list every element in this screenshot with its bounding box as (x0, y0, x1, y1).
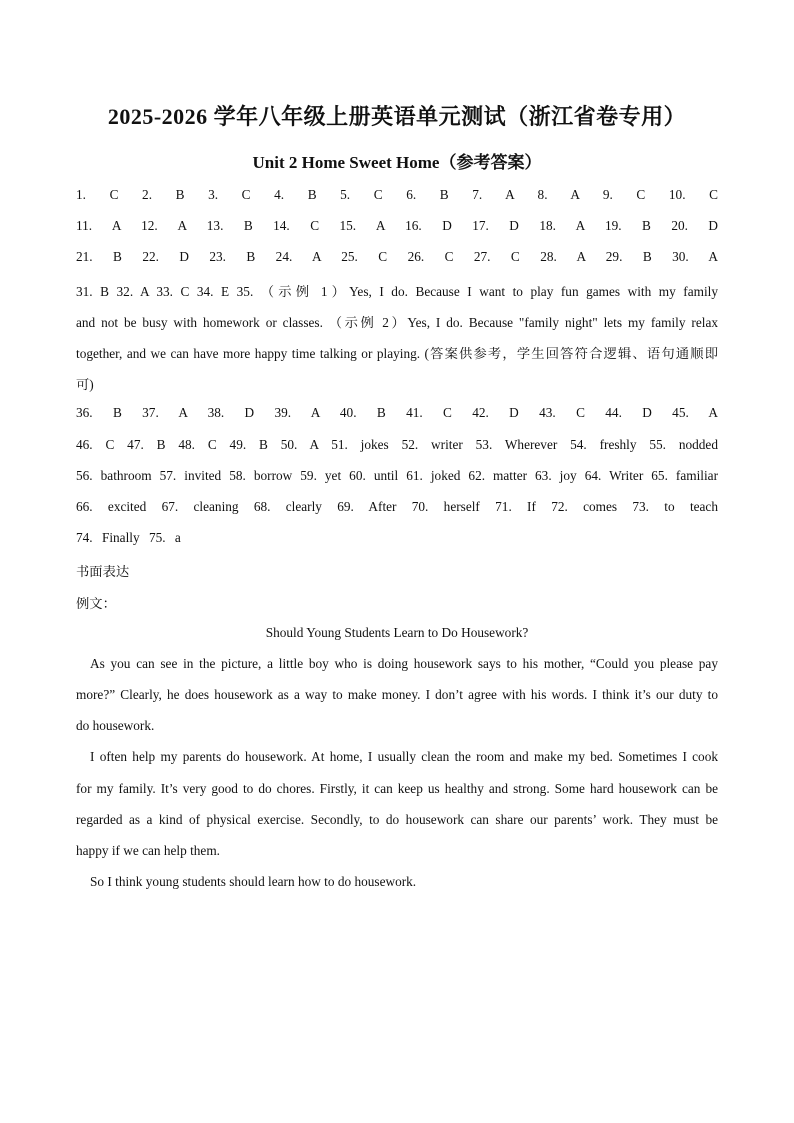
sample-label: 例文： (76, 596, 116, 611)
essay-paragraph-2-line-2: for my family. It’s very good to do chores. Firstly, it can keep us healthy and strong. Some hard housework can be (76, 781, 718, 796)
answer-row-6: together, and we can have more happy time talking or playing. (答案供参考，学生回答符合逻辑、语句通顺即 (76, 346, 718, 361)
writing-section-label: 书面表达 (76, 564, 130, 579)
essay-paragraph-1-line-2: more?” Clearly, he does housework as a way to make money. I don’t agree with his words. I think it’s our duty to (76, 687, 718, 702)
answer-row-9: 46. C 47. B 48. C 49. B 50. A 51. jokes 52. writer 53. Wherever 54. freshly 55. nodded (76, 437, 718, 452)
page-title: 2025-2026 学年八年级上册英语单元测试（浙江省卷专用） (107, 104, 687, 129)
answer-row-12: 74. Finally 75. a (76, 530, 181, 545)
answer-row-10: 56. bathroom 57. invited 58. borrow 59. yet 60. until 61. joked 62. matter 63. joy 64. Writer 65. familiar (76, 468, 718, 483)
answer-row-3: 21. B 22. D 23. B 24. A 25. C 26. C 27. C 28. A 29. B 30. A (76, 249, 718, 264)
answer-row-11: 66. excited 67. cleaning 68. clearly 69. After 70. herself 71. If 72. comes 73. to teach (76, 499, 718, 514)
essay-paragraph-2-line-1: I often help my parents do housework. At home, I usually clean the room and make my bed. Sometimes I cook (90, 749, 718, 764)
page-subtitle: Unit 2 Home Sweet Home（参考答案） (252, 153, 542, 172)
answer-row-5: and not be busy with homework or classes. （示例 2）Yes, I do. Because "family night" lets my family relax (76, 315, 718, 330)
answer-row-4: 31. B 32. A 33. C 34. E 35. （示例 1）Yes, I do. Because I want to play fun games with my family (76, 284, 718, 299)
essay-paragraph-2-line-3: regarded as a kind of physical exercise. Secondly, to do housework can share our parents’ work. They must be (76, 812, 718, 827)
essay-paragraph-1-line-3: do housework. (76, 718, 155, 733)
answer-row-2: 11. A 12. A 13. B 14. C 15. A 16. D 17. D 18. A 19. B 20. D (76, 218, 718, 233)
essay-paragraph-1-line-1: As you can see in the picture, a little boy who is doing housework says to his mother, “Could you please pay (90, 656, 718, 671)
essay-paragraph-2-line-4: happy if we can help them. (76, 843, 220, 858)
answer-row-7: 可) (76, 377, 94, 392)
answer-row-1: 1. C 2. B 3. C 4. B 5. C 6. B 7. A 8. A 9. C 10. C (76, 187, 718, 202)
answer-row-8: 36. B 37. A 38. D 39. A 40. B 41. C 42. D 43. C 44. D 45. A (76, 405, 718, 420)
essay-title: Should Young Students Learn to Do Housework? (265, 625, 529, 640)
essay-paragraph-3-line-1: So I think young students should learn how to do housework. (90, 874, 417, 889)
